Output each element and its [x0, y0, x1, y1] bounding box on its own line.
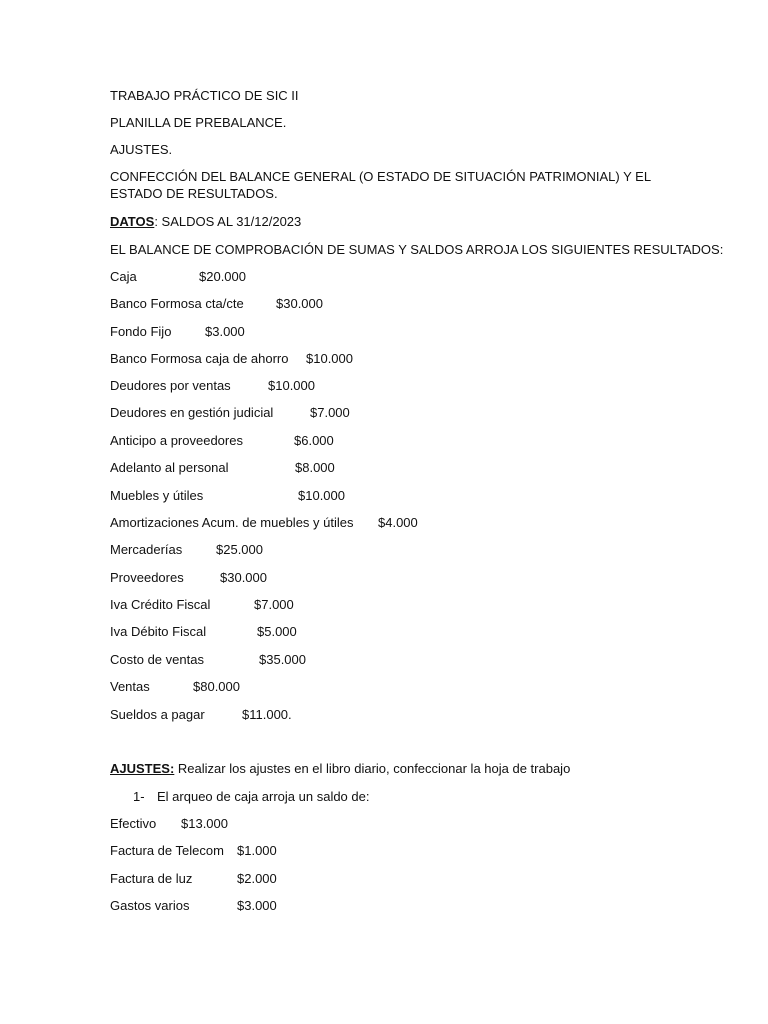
account-row	[110, 651, 306, 668]
account-amount: $25.000	[216, 542, 263, 557]
arqueo-name: Gastos varios	[110, 898, 190, 913]
datos-text: : SALDOS AL 31/12/2023	[154, 214, 302, 229]
ajuste-item-1	[133, 788, 369, 805]
account-name: Muebles y útiles	[110, 488, 204, 503]
datos-label: DATOS	[110, 214, 155, 229]
account-amount: $10.000	[298, 488, 345, 503]
account-amount: $30.000	[220, 570, 267, 585]
account-name: Sueldos a pagar	[110, 707, 205, 722]
account-name: Iva Débito Fiscal	[110, 624, 207, 639]
ajustes-label: AJUSTES:	[110, 761, 175, 776]
account-amount: $20.000	[199, 269, 246, 284]
account-row	[110, 295, 323, 312]
intro-text: EL BALANCE DE COMPROBACIÓN DE SUMAS Y SALDOS ARROJA LOS SIGUIENTES RESULTADOS:	[110, 242, 724, 257]
arqueo-name: Efectivo	[110, 816, 157, 831]
arqueo-amount: $3.000	[237, 898, 277, 913]
account-row	[110, 350, 353, 367]
account-amount: $7.000	[310, 405, 350, 420]
account-name: Ventas	[110, 679, 150, 694]
account-row	[110, 404, 350, 421]
account-row	[110, 459, 335, 476]
account-row	[110, 323, 245, 340]
account-row	[110, 268, 246, 285]
account-row	[110, 514, 418, 531]
account-name: Caja	[110, 269, 137, 284]
account-row	[110, 541, 263, 558]
account-name: Banco Formosa caja de ahorro	[110, 351, 289, 366]
arqueo-name: Factura de Telecom	[110, 843, 224, 858]
account-amount: $3.000	[205, 324, 245, 339]
arqueo-row	[110, 897, 277, 914]
doc-objective: CONFECCIÓN DEL BALANCE GENERAL (O ESTADO DE SITUACIÓN PATRIMONIAL) Y EL ESTADO DE RESULTADOS.	[110, 169, 651, 201]
account-amount: $30.000	[276, 296, 323, 311]
account-name: Proveedores	[110, 570, 184, 585]
account-name: Deudores en gestión judicial	[110, 405, 274, 420]
account-row	[110, 432, 334, 449]
doc-subtitle: PLANILLA DE PREBALANCE.	[110, 115, 287, 130]
ajuste-item-text: El arqueo de caja arroja un saldo de:	[157, 789, 370, 804]
ajustes-line	[110, 760, 570, 777]
arqueo-name: Factura de luz	[110, 871, 193, 886]
account-name: Mercaderías	[110, 542, 183, 557]
doc-title: TRABAJO PRÁCTICO DE SIC II	[110, 88, 299, 103]
account-amount: $35.000	[259, 652, 306, 667]
arqueo-amount: $1.000	[237, 843, 277, 858]
account-row	[110, 487, 345, 504]
doc-section-ajustes: AJUSTES.	[110, 142, 173, 157]
account-amount: $6.000	[294, 433, 334, 448]
account-amount: $7.000	[254, 597, 294, 612]
account-row	[110, 377, 315, 394]
account-row	[110, 569, 267, 586]
account-name: Banco Formosa cta/cte	[110, 296, 244, 311]
account-row	[110, 623, 297, 640]
account-amount: $10.000	[306, 351, 353, 366]
account-amount: $8.000	[295, 460, 335, 475]
account-row	[110, 706, 292, 723]
account-amount: $80.000	[193, 679, 240, 694]
arqueo-row	[110, 870, 277, 887]
arqueo-amount: $2.000	[237, 871, 277, 886]
account-row	[110, 678, 240, 695]
account-name: Adelanto al personal	[110, 460, 229, 475]
arqueo-row	[110, 815, 228, 832]
ajustes-text: Realizar los ajustes en el libro diario, confeccionar la hoja de trabajo	[174, 761, 571, 776]
arqueo-amount: $13.000	[181, 816, 228, 831]
account-row	[110, 596, 294, 613]
account-name: Fondo Fijo	[110, 324, 172, 339]
account-name: Anticipo a proveedores	[110, 433, 243, 448]
datos-line	[110, 213, 301, 230]
account-name: Amortizaciones Acum. de muebles y útiles	[110, 515, 354, 530]
account-amount: $4.000	[378, 515, 418, 530]
account-amount: $5.000	[257, 624, 297, 639]
account-amount: $11.000.	[242, 707, 292, 722]
account-name: Deudores por ventas	[110, 378, 231, 393]
ajuste-item-number: 1-	[133, 789, 145, 804]
account-name: Costo de ventas	[110, 652, 204, 667]
account-name: Iva Crédito Fiscal	[110, 597, 211, 612]
arqueo-row	[110, 842, 277, 859]
account-amount: $10.000	[268, 378, 315, 393]
